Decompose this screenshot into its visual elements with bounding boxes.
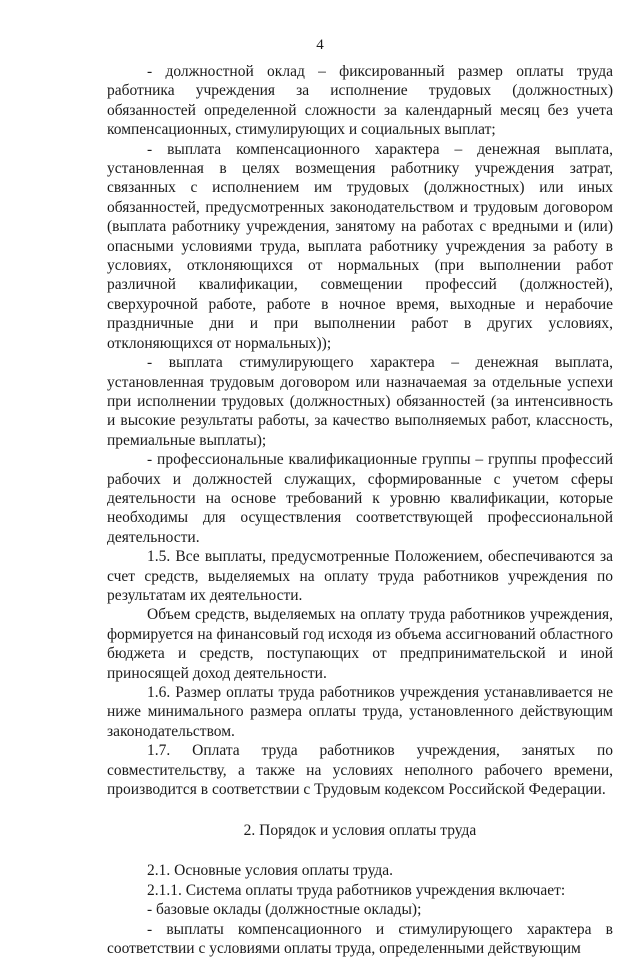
- definition-official-salary: - должностной оклад – фиксированный размер оплаты труда работника учреждения за исполнение трудовых (должностных) обязанностей определенной сложности за календарный месяц без учета компенсационных, стимулирующих и социальных выплат;: [107, 63, 613, 139]
- section-heading: 2. Порядок и условия оплаты труда: [243, 822, 477, 840]
- definition-compensation-payment: - выплата компенсационного характера – денежная выплата, установленная в целях возмещения работнику учреждения затрат, связанных с исполнением им трудовых (должностных) или иных обязанностей, предусмотренных законодательством и трудовым договором (выплата работнику учреждения, занятому на работах с вредными и (или) опасными условиями труда, выплата работнику учреждения за работу в условиях, отклоняющихся от нормальных (при выполнении работ различной квалификации, совмещении профессий (должностей), сверхурочной работе, работе в ночное время, выходные и нерабочие праздничные дни и при выполнении работ в других условиях, отклоняющихся от нормальных));: [107, 140, 613, 352]
- clause-1-7: 1.7. Оплата труда работников учреждения, занятых по совместительству, а также на условиях неполного рабочего времени, производится в соответствии с Трудовым кодексом Российской Федерации.: [107, 742, 613, 799]
- clause-1-5: 1.5. Все выплаты, предусмотренные Положением, обеспечиваются за счет средств, выделяемых на оплату труда работников учреждения по результатам их деятельности.: [107, 548, 613, 604]
- list-item-payments: - выплаты компенсационного и стимулирующего характера в соответствии с условиями оплаты труда, определенными действующим: [107, 920, 613, 958]
- definition-incentive-payment: - выплата стимулирующего характера – денежная выплата, установленная трудовым договором или назначаемая за отдельные успехи при исполнении трудовых (должностных) обязанностей (за интенсивность и высокие результаты работы, за качество выполняемых работ, классность, премиальные выплаты);: [107, 354, 613, 449]
- definition-qualification-groups: - профессиональные квалификационные группы – группы профессий рабочих и должностей служащих, сформированные с учетом сферы деятельности на основе требований к уровню квалификации, которые необходимы для осуществления соответствующей профессиональной деятельности.: [107, 451, 613, 546]
- clause-1-6: 1.6. Размер оплаты труда работников учреждения устанавливается не ниже минимального размера оплаты труда, установленного действующим законодательством.: [107, 684, 613, 740]
- list-item-base-salaries: - базовые оклады (должностные оклады);: [147, 901, 422, 919]
- clause-1-5-funds: Объем средств, выделяемых на оплату труда работников учреждения, формируется на финансовый год исходя из объема ассигнований областного бюджета и средств, поступающих от предпринимательской и иной приносящей доход деятельности.: [107, 606, 613, 682]
- clause-2-1: 2.1. Основные условия оплаты труда.: [147, 862, 394, 880]
- page-number: 4: [316, 37, 324, 53]
- document-body: [107, 62, 613, 958]
- clause-2-1-1: 2.1.1. Система оплаты труда работников учреждения включает:: [147, 881, 566, 899]
